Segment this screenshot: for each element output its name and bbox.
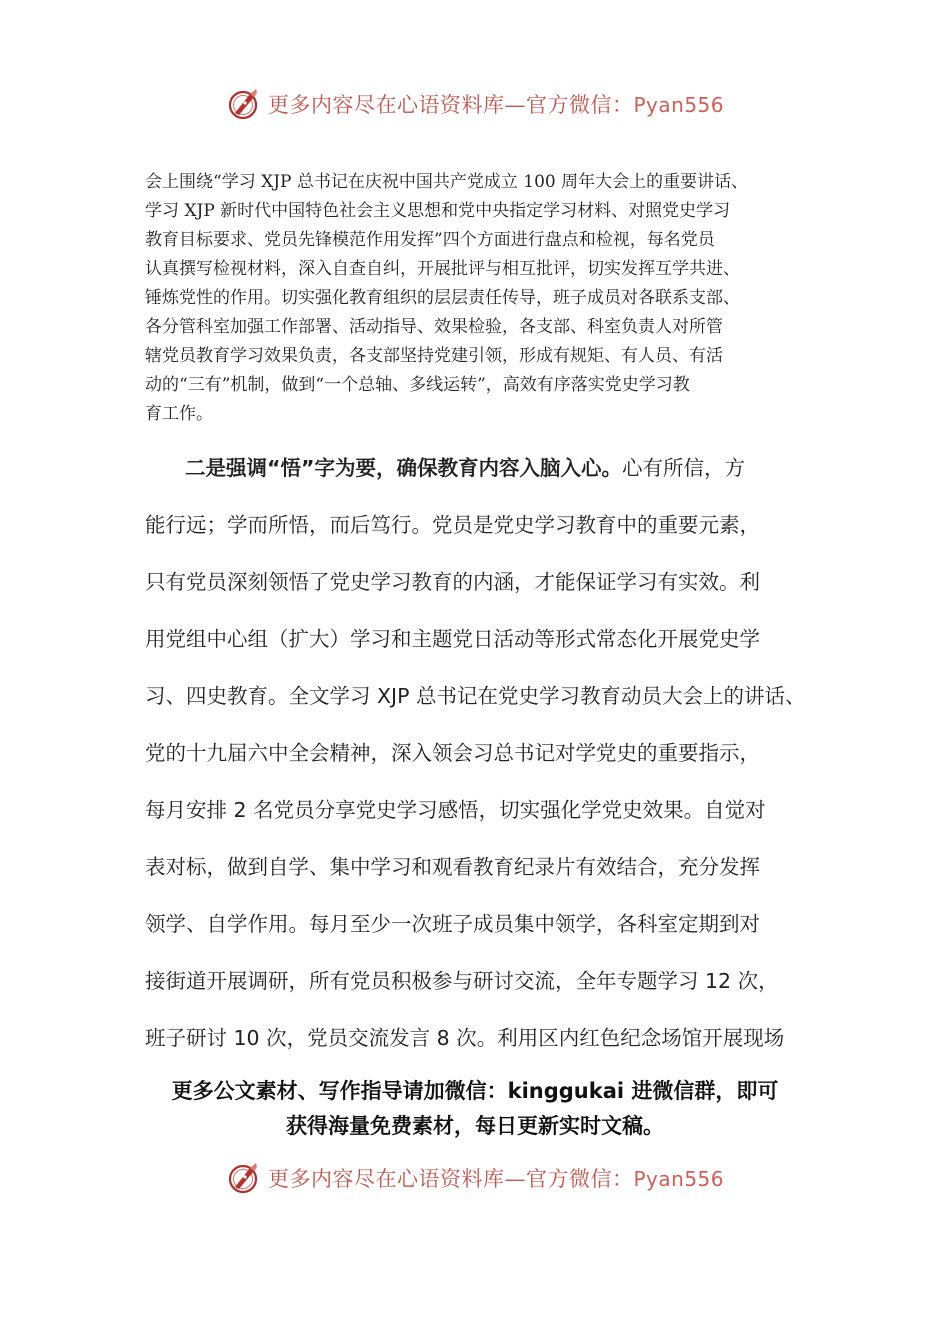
paragraph-line: 认真撰写检视材料，深入自查自纠，开展批评与相互批评，切实发挥互学共进、 (145, 259, 740, 279)
paragraph-line: 教育目标要求、党员先锋模范作用发挥”四个方面进行盘点和检视，每名党员 (145, 230, 715, 250)
paragraph-line: 会上围绕“学习 XJP 总书记在庆祝中国共产党成立 100 周年大会上的重要讲话、 (145, 172, 749, 192)
banner-wechat-id: Pyan556 (633, 93, 724, 117)
paragraph-line: 用党组中心组（扩大）学习和主题党日活动等形式常态化开展党史学 (145, 627, 760, 651)
paragraph-line: 各分管科室加强工作部署、活动指导、效果检验，各支部、科室负责人对所管 (145, 317, 723, 337)
notice-line-2: 获得海量免费素材，每日更新实时文稿。 (286, 1114, 664, 1138)
banner-text: 更多内容尽在心语资料库—官方微信：Pyan556 (267, 93, 724, 117)
paragraph-line: 领学、自学作用。每月至少一次班子成员集中领学，各科室定期到对 (145, 912, 760, 936)
banner-text: 更多内容尽在心语资料库—官方微信：Pyan556 (267, 1167, 724, 1191)
paragraph-line: 育工作。 (145, 404, 213, 424)
paragraph-line: 习、四史教育。全文学习 XJP 总书记在党史学习教育动员大会上的讲话、 (145, 684, 806, 708)
footer-banner (0, 1158, 950, 1198)
paragraph-line: 接街道开展调研，所有党员积极参与研讨交流，全年专题学习 12 次， (145, 969, 779, 993)
paragraph-line: 每月安排 2 名党员分享党史学习感悟，切实强化学党史效果。自觉对 (145, 798, 766, 822)
promo-notice (100, 1074, 850, 1144)
section-heading: 二是强调“悟”字为要，确保教育内容入脑入心。 (185, 456, 622, 480)
paragraph-lead-text: 心有所信，方 (621, 456, 745, 480)
paragraph-line: 班子研讨 10 次，党员交流发言 8 次。利用区内红色纪念场馆开展现场 (145, 1026, 785, 1050)
banner-wechat-id: Pyan556 (633, 1167, 724, 1191)
notice-line-1: 更多公文素材、写作指导请加微信：kinggukai 进微信群，即可 (171, 1079, 779, 1103)
paragraph-1 (145, 168, 825, 429)
paragraph-lead-line (145, 440, 845, 497)
paragraph-line: 辖党员教育学习效果负责，各支部坚持党建引领，形成有规矩、有人员、有活 (145, 346, 723, 366)
paragraph-line: 动的“三有”机制，做到“一个总轴、多线运转”，高效有序落实党史学习教 (145, 375, 690, 395)
pen-nib-circle-icon (226, 86, 262, 122)
paragraph-line: 表对标，做到自学、集中学习和观看教育纪录片有效结合，充分发挥 (145, 855, 760, 879)
paragraph-line: 党的十九届六中全会精神，深入领会习总书记对学党史的重要指示， (145, 741, 760, 765)
paragraph-line: 只有党员深刻领悟了党史学习教育的内涵，才能保证学习有实效。利 (145, 570, 760, 594)
header-banner (0, 84, 950, 124)
paragraph-2 (145, 440, 845, 1067)
paragraph-line: 锤炼党性的作用。切实强化教育组织的层层责任传导，班子成员对各联系支部、 (145, 288, 740, 308)
paragraph-line: 学习 XJP 新时代中国特色社会主义思想和党中央指定学习材料、对照党史学习 (145, 201, 731, 221)
pen-nib-circle-icon (226, 1160, 262, 1196)
paragraph-line: 能行远；学而所悟，而后笃行。党员是党史学习教育中的重要元素， (145, 513, 760, 537)
